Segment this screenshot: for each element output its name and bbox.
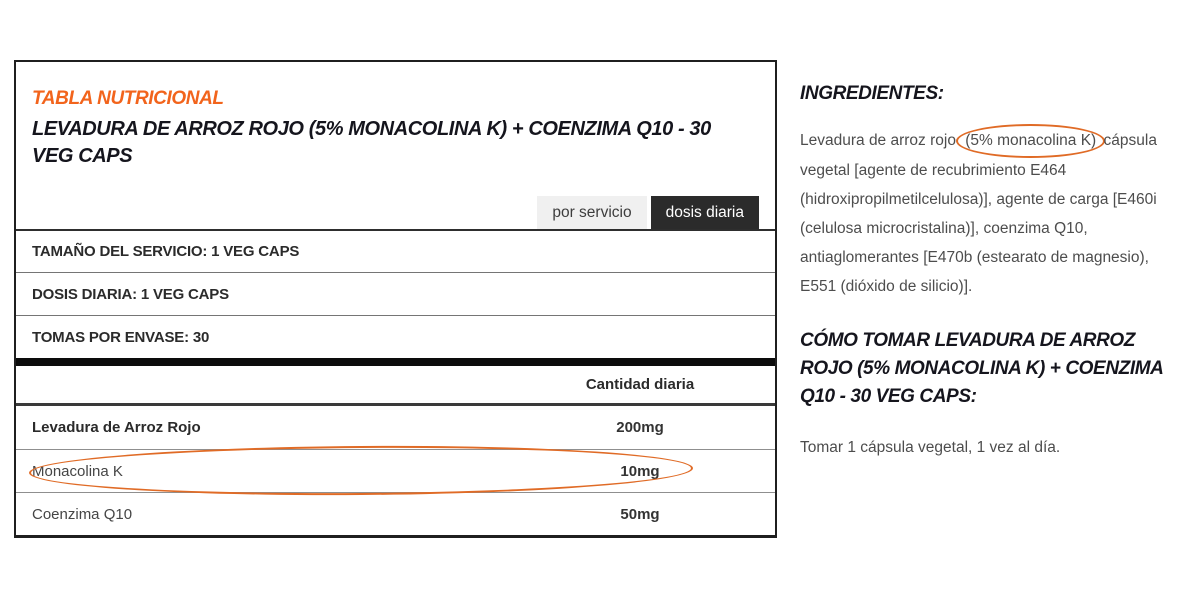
serving-size-row: TAMAÑO DEL SERVICIO: 1 VEG CAPS bbox=[16, 229, 775, 272]
table-divider-bar bbox=[16, 358, 775, 366]
ingredient-name: Coenzima Q10 bbox=[32, 505, 133, 523]
how-to-take-text: Tomar 1 cápsula vegetal, 1 vez al día. bbox=[800, 439, 1061, 456]
ingredients-text-before: Levadura de arroz rojo bbox=[800, 132, 961, 149]
highlight-ellipse bbox=[956, 124, 1105, 158]
ingredient-name: Monacolina K bbox=[32, 462, 123, 480]
table-product-title: LEVADURA DE ARROZ ROJO (5% MONACOLINA K) + COENZIMA Q10 - 30 VEG CAPS bbox=[32, 118, 711, 167]
tab-dosis-diaria[interactable]: dosis diaria bbox=[651, 196, 759, 229]
ingredients-column bbox=[800, 80, 1182, 488]
ingredient-name: Levadura de Arroz Rojo bbox=[32, 419, 201, 436]
how-to-take-heading: CÓMO TOMAR LEVADURA DE ARROZ ROJO (5% MONACOLINA K) + COENZIMA Q10 - 30 VEG CAPS: bbox=[800, 330, 1163, 407]
ingredients-text-after: cápsula vegetal [agente de recubrimiento E464 (hidroxipropilmetilcelulosa)], agente de carga [E460i (celulosa microcristalina)], coenzima Q10, antiaglomerantes [E470b (estearato de magnesio), E551 (dióxido de silicio)]. bbox=[800, 132, 1157, 295]
table-row bbox=[16, 406, 775, 449]
ingredient-amount: 200mg bbox=[616, 419, 664, 436]
amount-header-row bbox=[16, 366, 775, 406]
ingredients-paragraph bbox=[800, 126, 1160, 301]
ingredient-amount: 50mg bbox=[620, 505, 660, 523]
amount-header-label: Cantidad diaria bbox=[585, 376, 695, 393]
ingredient-amount: 10mg bbox=[620, 462, 660, 480]
table-eyebrow: TABLA NUTRICIONAL bbox=[32, 88, 224, 109]
ingredients-text-circled: (5% monacolina K) bbox=[965, 132, 1097, 149]
table-row bbox=[16, 492, 775, 535]
servings-per-container-row: TOMAS POR ENVASE: 30 bbox=[16, 315, 775, 358]
daily-dose-row: DOSIS DIARIA: 1 VEG CAPS bbox=[16, 272, 775, 315]
tab-por-servicio[interactable]: por servicio bbox=[537, 196, 646, 229]
table-row bbox=[16, 449, 775, 492]
serving-tabs bbox=[32, 196, 759, 229]
nutrition-card-header bbox=[16, 62, 775, 229]
nutrition-table-card bbox=[14, 60, 777, 538]
ingredients-heading: INGREDIENTES: bbox=[800, 83, 944, 104]
